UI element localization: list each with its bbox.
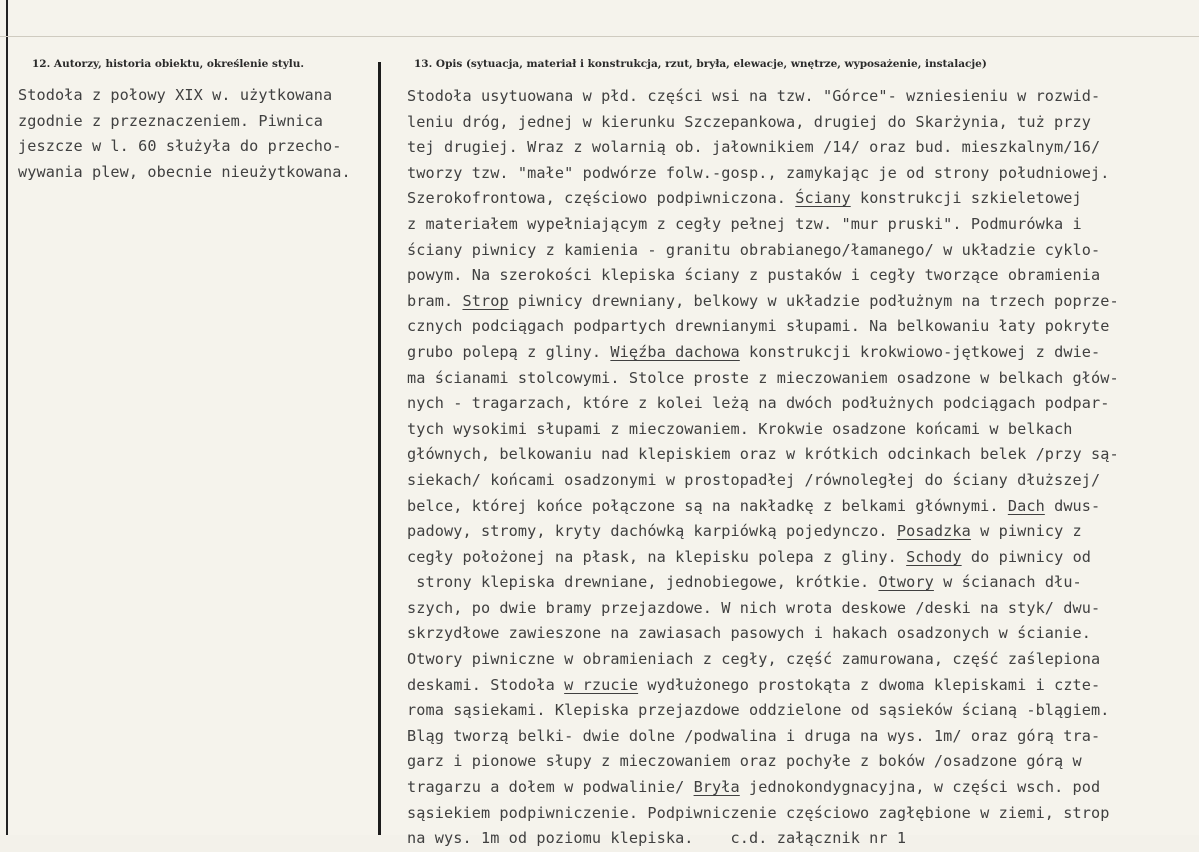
text-segment: w ścianach dłu- [933, 573, 1082, 592]
text-line [407, 263, 1192, 289]
text-line [407, 340, 1192, 366]
text-segment: siekach/ końcami osadzonymi w prostopadłej /równoległej do ściany dłuższej/ [407, 470, 1101, 489]
text-segment: deskami. Stodoła [407, 675, 565, 694]
text-line [407, 391, 1192, 417]
card-top-rule [0, 36, 1199, 37]
underlined-keyword: Otwory [878, 573, 934, 592]
underlined-keyword: Dach [1007, 496, 1045, 515]
text-line [407, 314, 1192, 340]
section-13-text [407, 84, 1192, 852]
text-segment: w piwnicy z [970, 522, 1082, 541]
text-line [407, 135, 1192, 161]
underlined-keyword: Strop [462, 291, 509, 310]
text-segment: garz i pionowe słupy z mieczowaniem oraz pochyłe z boków /osadzone górą w [407, 752, 1082, 771]
text-line [407, 238, 1192, 264]
text-line [407, 596, 1192, 622]
text-line: wywania plew, obecnie nieużytkowana. [18, 162, 351, 181]
text-segment: do piwnicy od [961, 547, 1092, 566]
text-segment: bram. [407, 291, 463, 310]
text-line [407, 826, 1192, 852]
underlined-keyword: Posadzka [896, 522, 971, 541]
text-segment: tych wysokimi słupami z mieczowaniem. Krokwie osadzone końcami w belkach [407, 419, 1073, 438]
text-segment: z materiałem wypełniającym z cegły pełnej tzw. "mur pruski". Podmurówka i [407, 214, 1082, 233]
text-segment: grubo polepą z gliny. [407, 342, 611, 361]
section-12-header: 12. Autorzy, historia obiektu, określenie stylu. [32, 58, 305, 70]
text-segment: szych, po dwie bramy przejazdowe. W nich wrota deskowe /deski na styk/ dwu- [407, 598, 1101, 617]
text-line [407, 186, 1192, 212]
text-line [407, 647, 1192, 673]
text-line [407, 775, 1192, 801]
text-segment: strony klepiska drewniane, jednobiegowe, krótkie. [407, 573, 879, 592]
text-line: Stodoła z połowy XIX w. użytkowana [18, 86, 333, 104]
text-line [407, 570, 1192, 596]
text-segment: leniu dróg, jednej w kierunku Szczepankowa, drugiej do Skarżynia, tuż przy [407, 112, 1092, 131]
text-segment: cegły położonej na płask, na klepisku polepa z gliny. [407, 547, 907, 566]
text-segment: powym. Na szerokości klepiska ściany z pustaków i cegły tworzące obramienia [407, 266, 1101, 285]
text-line: jeszcze w l. 60 służyła do przecho- [18, 137, 342, 156]
text-line [407, 621, 1192, 647]
text-line [407, 545, 1192, 571]
text-segment: ściany piwnicy z kamienia - granitu obrabianego/łamanego/ w układzie cyklo- [407, 240, 1101, 259]
text-segment: piwnicy drewniany, belkowy w układzie podłużnym na trzech poprze- [508, 291, 1119, 310]
text-segment: konstrukcji krokwiowo-jętkowej z dwie- [739, 342, 1101, 361]
text-segment: Szerokofrontowa, częściowo podpiwniczona. [407, 189, 796, 208]
text-segment: konstrukcji szkieletowej [850, 189, 1082, 208]
text-segment: jednokondygnacyjna, w części wsch. pod [739, 778, 1101, 797]
text-line [407, 724, 1192, 750]
text-segment: Otwory piwniczne w obramieniach z cegły, część zamurowana, część zaślepiona [407, 650, 1101, 669]
text-line [407, 289, 1192, 315]
underlined-keyword: Bryła [693, 778, 740, 797]
text-segment: Stodoła usytuowana w płd. części wsi na tzw. "Górce"- wzniesieniu w rozwid- [407, 87, 1101, 105]
text-segment: ma ścianami stolcowymi. Stolce proste z mieczowaniem osadzone w belkach głów- [407, 368, 1119, 387]
text-line [407, 417, 1192, 443]
text-segment: wydłużonego prostokąta z dwoma klepiskami i czte- [638, 675, 1101, 694]
card-left-edge [6, 0, 8, 835]
text-line [407, 494, 1192, 520]
underlined-keyword: Ściany [795, 189, 851, 208]
section-12-text [18, 83, 373, 185]
underlined-keyword: Więźba dachowa [610, 342, 740, 361]
text-segment: głównych, belkowaniu nad klepiskiem oraz w krótkich odcinkach belek /przy są- [407, 445, 1119, 464]
text-segment: Bląg tworzą belki- dwie dolne /podwalina i druga na wys. 1m/ oraz górą tra- [407, 726, 1101, 745]
text-line: zgodnie z przeznaczeniem. Piwnica [18, 111, 324, 130]
text-line [407, 801, 1192, 827]
text-line [407, 366, 1192, 392]
text-line [407, 698, 1192, 724]
text-line [407, 110, 1192, 136]
text-line [407, 212, 1192, 238]
text-line [407, 468, 1192, 494]
text-line [407, 442, 1192, 468]
text-segment: sąsiekiem podpiwniczenie. Podpiwniczenie częściowo zagłębione w ziemi, strop [407, 803, 1110, 822]
text-segment: nych - tragarzach, które z kolei leżą na dwóch podłużnych podciągach podpar- [407, 394, 1110, 413]
text-segment: cznych podciągach podpartych drewnianymi słupami. Na belkowaniu łaty pokryte [407, 317, 1110, 336]
text-line [407, 673, 1192, 699]
text-segment: tworzy tzw. "małe" podwórze folw.-gosp., zamykając je od strony południowej. [407, 163, 1110, 182]
text-line [407, 519, 1192, 545]
text-segment: roma sąsiekami. Klepiska przejazdowe oddzielone od sąsieków ścianą -blągiem. [407, 701, 1110, 720]
text-segment: padowy, stromy, kryty dachówką karpiówką pojedynczo. [407, 522, 897, 541]
text-segment: tej drugiej. Wraz z wolarnią ob. jałownikiem /14/ oraz bud. mieszkalnym/16/ [407, 138, 1101, 157]
text-segment: na wys. 1m od poziomu klepiska. c.d. załącznik nr 1 [407, 829, 907, 848]
underlined-keyword: w rzucie [564, 675, 639, 694]
underlined-keyword: Schody [906, 547, 962, 566]
text-line [407, 84, 1192, 110]
text-line [407, 749, 1192, 775]
section-13-header: 13. Opis (sytuacja, materiał i konstrukcja, rzut, bryła, elewacje, wnętrze, wyposażenie, instalacje) [414, 58, 987, 70]
text-segment: belce, której końce połączone są na nakładkę z belkami głównymi. [407, 496, 1008, 515]
text-segment: dwus- [1044, 496, 1101, 515]
text-segment: tragarzu a dołem w podwalinie/ [407, 778, 694, 797]
text-line [407, 161, 1192, 187]
column-divider [378, 62, 381, 835]
text-segment: skrzydłowe zawieszone na zawiasach pasowych i hakach osadzonych w ścianie. [407, 624, 1092, 643]
